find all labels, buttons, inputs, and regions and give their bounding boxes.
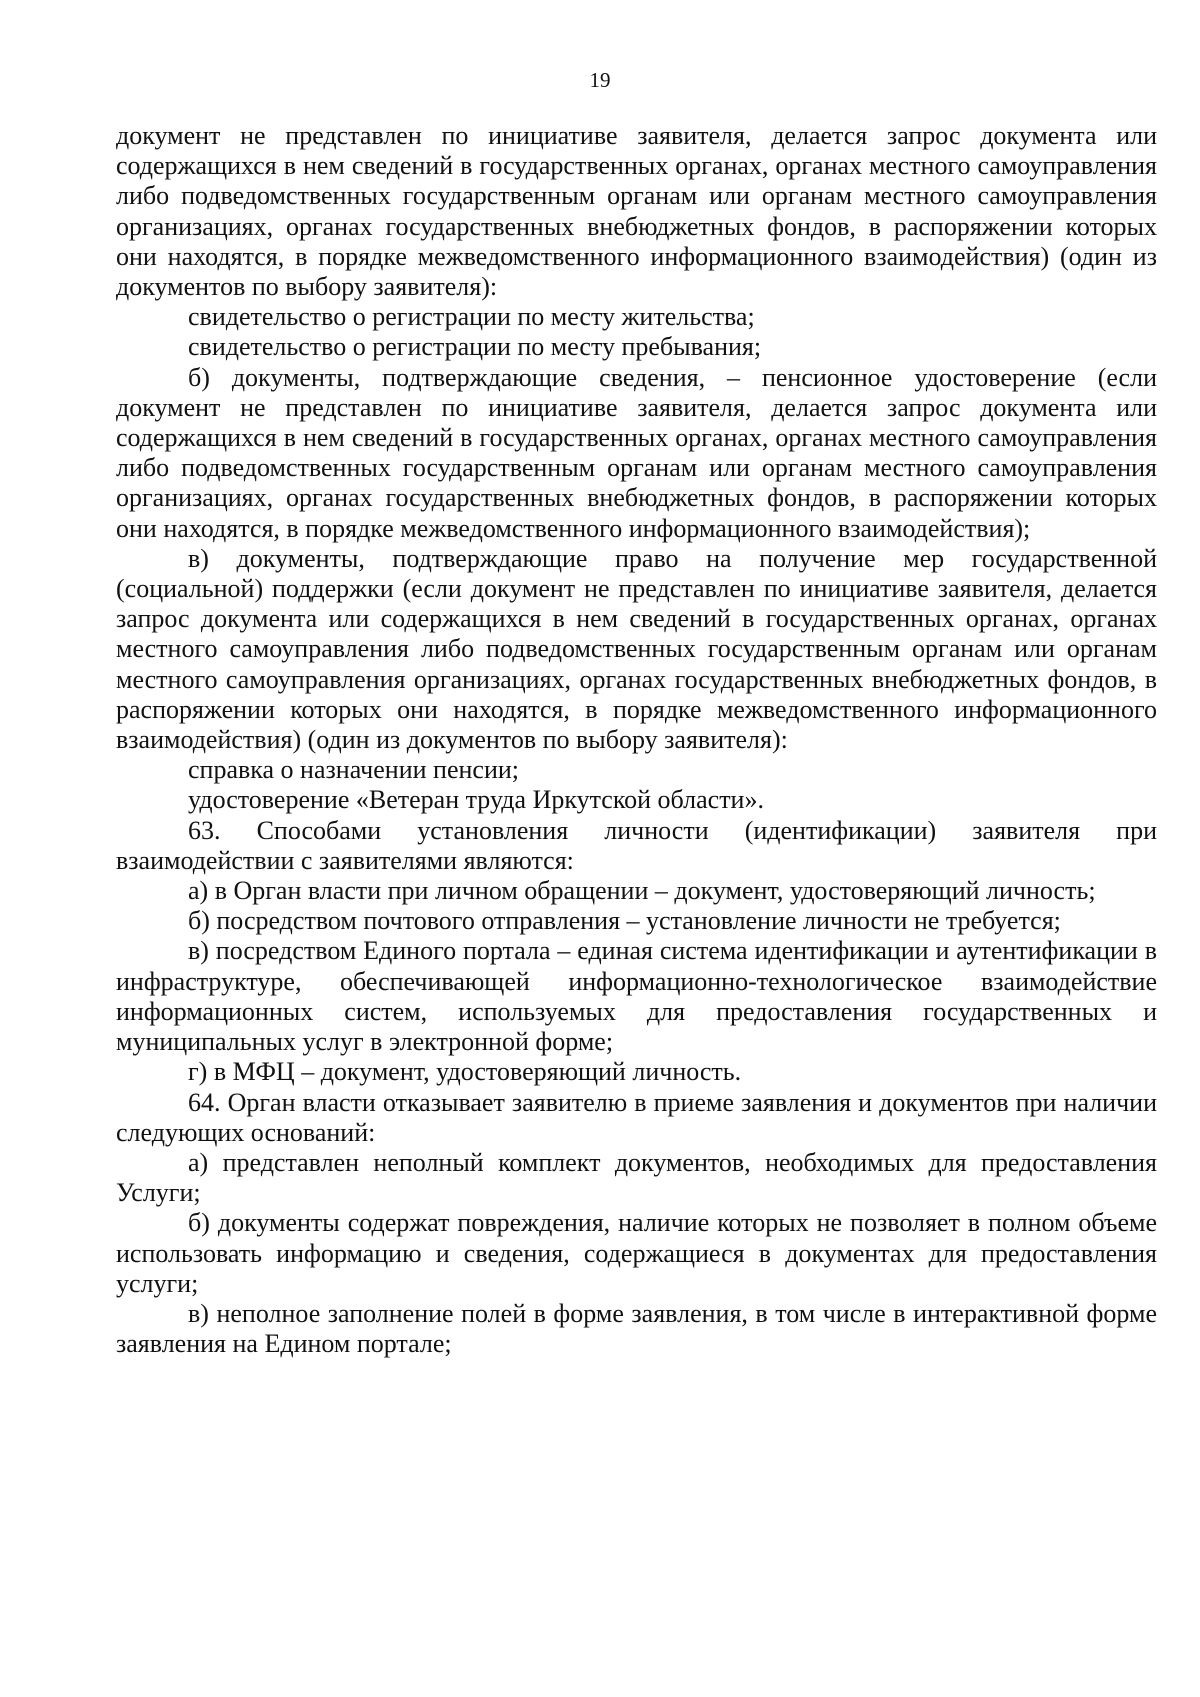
document-body	[116, 121, 1157, 1359]
paragraph-item-v: в) документы, подтверждающие право на получение мер государственной (социальной) поддержки (если документ не представлен по инициативе заявителя, делается запрос документа или содержащихся в нем сведений в государственных органах, органах местного самоуправления либо подведомственных государственным органам или органам местного самоуправления организациях, органах государственных внебюджетных фондов, в распоряжении которых они находятся, в порядке межведомственного информационного взаимодействия) (один из документов по выбору заявителя):	[116, 543, 1157, 755]
paragraph-item-v: в) посредством Единого портала – единая система идентификации и аутентификации в инфраструктуре, обеспечивающей информационно-технологическое взаимодействие информационных систем, используемых для предоставления государственных и муниципальных услуг в электронной форме;	[116, 936, 1157, 1057]
paragraph-item-a: а) представлен неполный комплект документов, необходимых для предоставления Услуги;	[116, 1147, 1157, 1208]
paragraph-clause-63: 63. Способами установления личности (идентификации) заявителя при взаимодействии с заявителями являются:	[116, 815, 1157, 875]
paragraph-clause-64: 64. Орган власти отказывает заявителю в приеме заявления и документов при наличии следующих оснований:	[116, 1087, 1157, 1147]
paragraph-list-item: удостоверение «Ветеран труда Иркутской области».	[188, 785, 764, 815]
paragraph-item-b: б) документы содержат повреждения, наличие которых не позволяет в полном объеме использовать информацию и сведения, содержащиеся в документах для предоставления услуги;	[116, 1208, 1157, 1298]
paragraph-list-item: свидетельство о регистрации по месту жительства;	[188, 302, 755, 332]
paragraph-continuation: документ не представлен по инициативе заявителя, делается запрос документа или содержащихся в нем сведений в государственных органах, органах местного самоуправления либо подведомственных государственным органам или органам местного самоуправления организациях, органах государственных внебюджетных фондов, в распоряжении которых они находятся, в порядке межведомственного информационного взаимодействия) (один из документов по выбору заявителя):	[116, 121, 1157, 302]
paragraph-item-b: б) посредством почтового отправления – установление личности не требуется;	[188, 906, 1061, 936]
paragraph-list-item: справка о назначении пенсии;	[188, 755, 520, 785]
page-number: 19	[589, 68, 611, 92]
paragraph-item-b: б) документы, подтверждающие сведения, – пенсионное удостоверение (если документ не представлен по инициативе заявителя, делается запрос документа или содержащихся в нем сведений в государственных органах, органах местного самоуправления либо подведомственных государственным органам или органам местного самоуправления организациях, органах государственных внебюджетных фондов, в распоряжении которых они находятся, в порядке межведомственного информационного взаимодействия);	[116, 362, 1157, 543]
paragraph-item-g: г) в МФЦ – документ, удостоверяющий личность.	[188, 1057, 742, 1087]
paragraph-list-item: свидетельство о регистрации по месту пребывания;	[188, 332, 762, 362]
paragraph-item-v: в) неполное заполнение полей в форме заявления, в том числе в интерактивной форме заявления на Едином портале;	[116, 1298, 1157, 1359]
paragraph-item-a: а) в Орган власти при личном обращении – документ, удостоверяющий личность;	[188, 876, 1096, 906]
